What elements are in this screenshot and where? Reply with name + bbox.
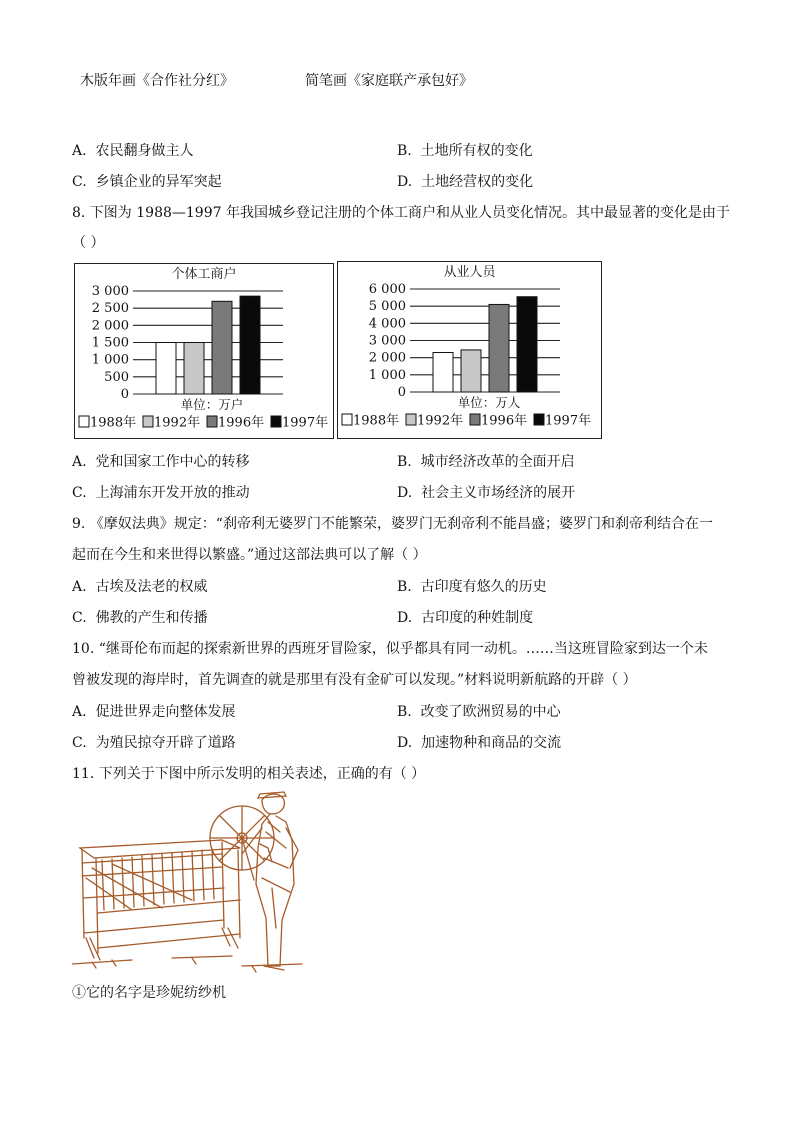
- option-letter: D.: [397, 485, 413, 501]
- option-text: 上海浦东开发开放的推动: [95, 485, 250, 501]
- legend-label: 1996年: [481, 413, 528, 429]
- option-text: 城市经济改革的全面开启: [420, 454, 575, 470]
- chart-title: 从业人员: [443, 265, 496, 280]
- option-letter: C.: [72, 735, 87, 751]
- option-text: 古印度有悠久的历史: [420, 579, 547, 595]
- legend-swatch: [406, 414, 416, 425]
- option-text: 古印度的种姓制度: [421, 610, 534, 626]
- legend-label: 1996年: [218, 415, 265, 431]
- chart-unit-label: 单位：万人: [457, 395, 521, 410]
- q11-item-1: ①它的名字是珍妮纺纱机: [72, 985, 226, 1001]
- bar-1988年: [433, 353, 453, 392]
- q8-option-b[interactable]: [397, 453, 575, 471]
- chart-unit-label: 单位：万户: [180, 397, 244, 412]
- q10-stem-line1: 10. “继哥伦布而起的探索新世界的西班牙冒险家，似乎都具有同一动机。……当这班冒险家到达一个未: [72, 641, 708, 657]
- legend-label: 1992年: [417, 413, 464, 429]
- option-letter: B.: [397, 454, 412, 470]
- bar-1997年: [517, 297, 537, 392]
- option-letter: A.: [72, 579, 87, 595]
- y-tick-label: 6 000: [368, 282, 406, 297]
- q9-option-a[interactable]: [72, 578, 207, 596]
- option-text: 加速物种和商品的交流: [421, 735, 562, 751]
- option-letter: C.: [72, 610, 87, 626]
- option-letter: D.: [397, 174, 413, 190]
- option-letter: C.: [72, 174, 87, 190]
- q7-option-c[interactable]: [72, 173, 222, 191]
- option-letter: A.: [72, 704, 87, 720]
- option-text: 土地经营权的变化: [421, 174, 534, 190]
- q7-option-b[interactable]: [397, 142, 533, 160]
- q9-option-c[interactable]: [72, 609, 208, 627]
- caption-left: 木版年画《合作社分红》: [80, 73, 234, 89]
- legend-label: 1988年: [353, 413, 400, 429]
- option-text: 佛教的产生和传播: [95, 610, 208, 626]
- legend-label: 1988年: [90, 415, 137, 431]
- chart-households-svg: [75, 264, 333, 438]
- y-tick-label: 2 000: [91, 318, 129, 334]
- option-letter: B.: [397, 143, 412, 159]
- q10-option-c[interactable]: [72, 734, 236, 752]
- q10-stem-line2: 曾被发现的海岸时，首先调查的就是那里有没有金矿可以发现。”材料说明新航路的开辟（ ）: [72, 672, 637, 688]
- q7-option-a[interactable]: [72, 142, 193, 160]
- bar-1996年: [489, 304, 509, 392]
- chart-employees-svg: [338, 262, 601, 438]
- y-tick-label: 0: [120, 387, 129, 402]
- q8-option-a[interactable]: [72, 453, 249, 471]
- y-tick-label: 1 000: [368, 367, 406, 383]
- q9-option-d[interactable]: [397, 609, 533, 627]
- caption-right: 简笔画《家庭联产承包好》: [305, 73, 473, 89]
- legend-swatch: [207, 416, 217, 427]
- option-text: 促进世界走向整体发展: [95, 704, 236, 720]
- q9-option-b[interactable]: [397, 578, 547, 596]
- y-tick-label: 3 000: [91, 284, 129, 299]
- option-text: 乡镇企业的异军突起: [95, 174, 222, 190]
- bar-1997年: [240, 296, 260, 394]
- option-letter: B.: [397, 704, 412, 720]
- q8-option-d[interactable]: [397, 484, 575, 502]
- option-text: 社会主义市场经济的展开: [421, 485, 576, 501]
- option-letter: B.: [397, 579, 412, 595]
- legend-swatch: [342, 414, 352, 425]
- y-tick-label: 2 000: [368, 350, 406, 366]
- q9-stem-line1: 9. 《摩奴法典》规定：“刹帝利无婆罗门不能繁荣，婆罗门无刹帝利不能昌盛；婆罗门和刹帝利结合在一: [72, 516, 713, 532]
- q8-stem-line1: 8. 下图为 1988—1997 年我国城乡登记注册的个体工商户和从业人员变化情况。其中最显著的变化是由于: [72, 205, 730, 221]
- q10-option-b[interactable]: [397, 703, 561, 721]
- y-tick-label: 2 500: [91, 301, 129, 317]
- option-letter: C.: [72, 485, 87, 501]
- bar-1992年: [184, 343, 204, 395]
- chart-households: [74, 263, 334, 439]
- legend-label: 1997年: [545, 413, 592, 429]
- y-tick-label: 1 500: [91, 335, 129, 351]
- bar-1996年: [212, 301, 232, 394]
- legend-label: 1992年: [154, 415, 201, 431]
- legend-swatch: [143, 416, 153, 427]
- legend-swatch: [534, 414, 544, 425]
- bar-1988年: [156, 343, 176, 395]
- option-text: 党和国家工作中心的转移: [95, 454, 250, 470]
- legend-swatch: [79, 416, 89, 427]
- y-tick-label: 4 000: [368, 316, 406, 332]
- q11-stem: 11. 下列关于下图中所示发明的相关表述，正确的有（ ）: [72, 766, 426, 782]
- q10-option-d[interactable]: [397, 734, 561, 752]
- q8-option-c[interactable]: [72, 484, 250, 502]
- legend-swatch: [470, 414, 480, 425]
- chart-title: 个体工商户: [171, 267, 237, 282]
- option-text: 古埃及法老的权威: [95, 579, 208, 595]
- y-tick-label: 3 000: [368, 333, 406, 349]
- y-tick-label: 1 000: [91, 352, 129, 368]
- option-letter: D.: [397, 610, 413, 626]
- bar-1992年: [461, 350, 481, 392]
- legend-label: 1997年: [282, 415, 329, 431]
- chart-employees: [337, 261, 602, 439]
- option-text: 为殖民掠夺开辟了道路: [95, 735, 236, 751]
- option-text: 土地所有权的变化: [420, 143, 533, 159]
- option-letter: A.: [72, 454, 87, 470]
- option-text: 农民翻身做主人: [95, 143, 194, 159]
- q10-option-a[interactable]: [72, 703, 235, 721]
- y-tick-label: 5 000: [368, 299, 406, 315]
- spinning-jenny-illustration: [72, 788, 304, 974]
- option-letter: A.: [72, 143, 87, 159]
- option-text: 改变了欧洲贸易的中心: [420, 704, 561, 720]
- legend-swatch: [271, 416, 281, 427]
- y-tick-label: 500: [104, 369, 129, 385]
- q7-option-d[interactable]: [397, 173, 533, 191]
- q8-stem-line2: （ ）: [72, 235, 105, 251]
- y-tick-label: 0: [397, 385, 406, 400]
- option-letter: D.: [397, 735, 413, 751]
- q9-stem-line2: 起而在今生和来世得以繁盛。”通过这部法典可以了解（ ）: [72, 547, 427, 563]
